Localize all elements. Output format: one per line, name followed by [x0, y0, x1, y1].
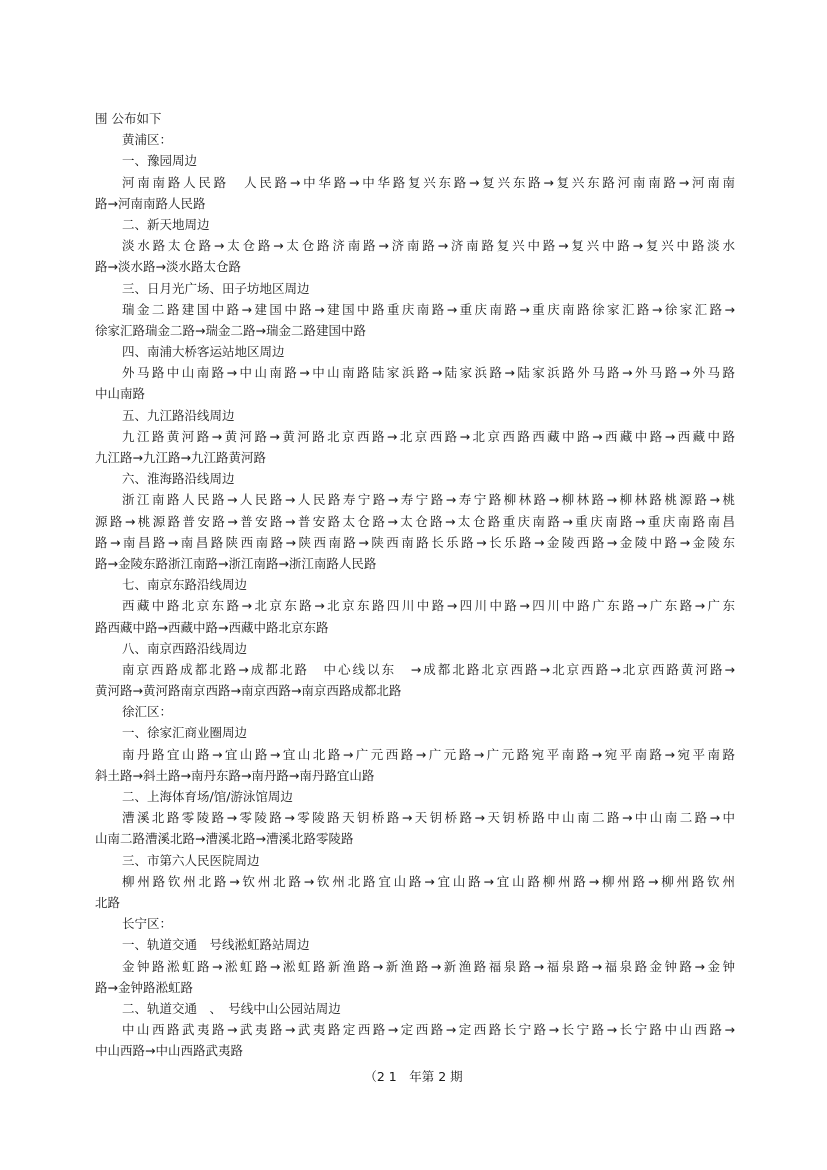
- text-line: 漕溪北路零陵路→零陵路→零陵路天钥桥路→天钥桥路→天钥桥路中山南二路→中山南二路→中: [122, 810, 735, 826]
- text-line: 二、新天地周边: [122, 216, 210, 232]
- text-line: 瑞金二路建国中路→建国中路→建国中路重庆南路→重庆南路→重庆南路徐家汇路→徐家汇路→: [122, 301, 735, 317]
- text-line: 中山西路武夷路→武夷路→武夷路定西路→定西路→定西路长宁路→长宁路→长宁路中山西路→: [122, 1022, 735, 1038]
- text-line: 外马路中山南路→中山南路→中山南路陆家浜路→陆家浜路→陆家浜路外马路→外马路→外马路: [122, 365, 735, 381]
- page-footer: （2 1 年第 2 期: [364, 1069, 463, 1084]
- text-line: 徐汇区：: [122, 704, 173, 720]
- text-line: 八、南京西路沿线周边: [122, 640, 248, 656]
- text-line: 路→金陵东路浙江南路→浙江南路→浙江南路人民路: [95, 555, 377, 571]
- text-line: 浙江南路人民路→人民路→人民路寿宁路→寿宁路→寿宁路柳林路→柳林路→柳林路桃源路→桃: [122, 492, 735, 508]
- text-line: 二、轨道交通 、 号线中山公园站周边: [122, 1000, 341, 1016]
- text-line: 一、豫园周边: [122, 153, 198, 169]
- text-line: 柳州路钦州北路→钦州北路→钦州北路宜山路→宜山路→宜山路柳州路→柳州路→柳州路钦州: [122, 873, 735, 889]
- text-line: 黄河路→黄河路南京西路→南京西路→南京西路成都北路: [95, 683, 402, 699]
- text-line: 七、南京东路沿线周边: [122, 577, 248, 593]
- text-line: 四、南浦大桥客运站地区周边: [122, 344, 285, 360]
- document-body: [95, 108, 735, 1061]
- text-line: 围 公布如下: [95, 111, 162, 126]
- text-line: 河南南路人民路 人民路→中华路→中华路复兴东路→复兴东路→复兴东路河南南路→河南南: [122, 174, 735, 190]
- text-line: 六、淮海路沿线周边: [122, 471, 235, 487]
- text-line: 三、日月光广场、田子坊地区周边: [122, 280, 310, 296]
- text-line: 黄浦区：: [122, 132, 173, 148]
- text-line: 西藏中路北京东路→北京东路→北京东路四川中路→四川中路→四川中路广东路→广东路→广东: [122, 598, 735, 614]
- text-line: 路→南昌路→南昌路陕西南路→陕西南路→陕西南路长乐路→长乐路→金陵西路→金陵中路→金陵东: [95, 534, 735, 550]
- text-line: 长宁区：: [122, 916, 173, 932]
- text-line: 九江路→九江路→九江路黄河路: [95, 450, 266, 465]
- text-line: 中山西路→中山西路武夷路: [95, 1043, 243, 1059]
- text-line: 路→河南南路人民路: [95, 195, 206, 211]
- text-line: 北路: [95, 894, 121, 910]
- text-line: 路→金钟路淞虹路: [95, 979, 193, 995]
- text-line: 路→淡水路→淡水路太仓路: [95, 259, 241, 275]
- text-line: 九江路黄河路→黄河路→黄河路北京西路→北京西路→北京西路西藏中路→西藏中路→西藏中路: [122, 428, 735, 444]
- text-line: 源路→桃源路普安路→普安路→普安路太仓路→太仓路→太仓路重庆南路→重庆南路→重庆南路南昌: [95, 513, 735, 529]
- text-line: 五、九江路沿线周边: [122, 407, 235, 423]
- text-line: 斜土路→斜土路→南丹东路→南丹路→南丹路宜山路: [95, 767, 375, 783]
- text-line: 一、轨道交通 号线淞虹路站周边: [122, 937, 310, 953]
- text-line: 三、市第六人民医院周边: [122, 852, 260, 868]
- text-line: 淡水路太仓路→太仓路→太仓路济南路→济南路→济南路复兴中路→复兴中路→复兴中路淡水: [122, 238, 735, 254]
- text-line: 南京西路成都北路→成都北路 中心线以东 →成都北路北京西路→北京西路→北京西路黄河路→: [122, 661, 735, 677]
- text-line: 南丹路宜山路→宜山路→宜山北路→广元西路→广元路→广元路宛平南路→宛平南路→宛平南路: [122, 746, 735, 762]
- text-line: 二、上海体育场/馆/游泳馆周边: [122, 789, 293, 804]
- text-line: 中山南路: [95, 386, 146, 402]
- text-line: 路西藏中路→西藏中路→西藏中路北京东路: [95, 619, 329, 635]
- text-line: 一、徐家汇商业圈周边: [122, 725, 248, 741]
- text-line: 徐家汇路瑞金二路→瑞金二路→瑞金二路建国中路: [95, 322, 366, 338]
- text-line: 金钟路淞虹路→淞虹路→淞虹路新渔路→新渔路→新渔路福泉路→福泉路→福泉路金钟路→金钟: [122, 958, 735, 974]
- text-line: 山南二路漕溪北路→漕溪北路→漕溪北路零陵路: [95, 831, 354, 847]
